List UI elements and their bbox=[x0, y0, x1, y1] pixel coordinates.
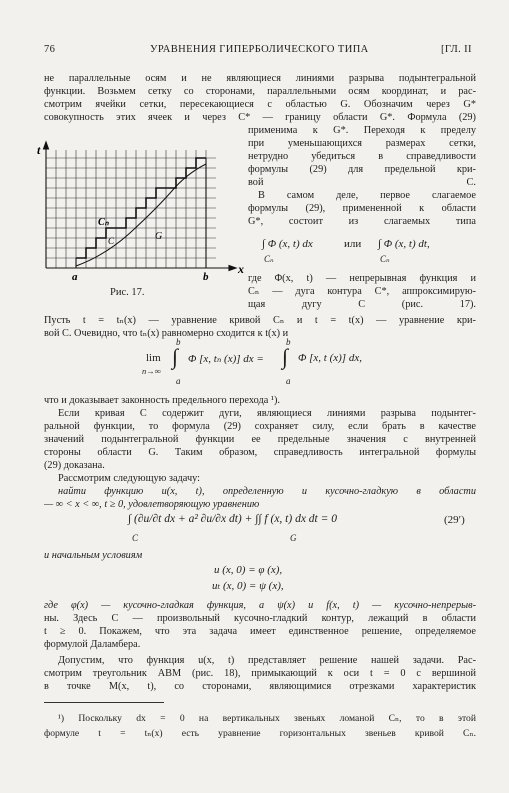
text-line: где Φ(x, t) — непрерывная функция и bbox=[248, 273, 476, 284]
text-line: не параллельные осям и не являющиеся линиями разрыва подынтегральной bbox=[44, 73, 476, 84]
text-line: щая дугу C (рис. 17). bbox=[248, 299, 476, 310]
limit-body-right: Φ [x, t (x)] dx, bbox=[298, 352, 362, 364]
limit-lim: lim bbox=[146, 352, 161, 364]
figure-17-grid-diagram bbox=[36, 140, 246, 285]
label-a: a bbox=[72, 271, 78, 283]
text-line: (29) доказана. bbox=[44, 460, 105, 471]
text-line: формулой Даламбера. bbox=[44, 639, 141, 650]
x-axis-arrow bbox=[229, 266, 236, 271]
t-axis-arrow bbox=[44, 142, 49, 149]
integral-dx: ∫ Φ (x, t) dx bbox=[262, 238, 313, 250]
text-line: смотрим ячейки сетки, пересекающиеся с областью G. Обозначим через G* bbox=[44, 99, 476, 110]
text-line: вой C. bbox=[248, 177, 476, 188]
limit-upper-b2: b bbox=[286, 337, 291, 347]
running-title: УРАВНЕНИЯ ГИПЕРБОЛИЧЕСКОГО ТИПА bbox=[150, 44, 369, 55]
word-or: или bbox=[344, 238, 362, 250]
label-c: C bbox=[108, 236, 115, 246]
text-line: ны. Здесь C — произвольный кусочно-гладкий контур, лежащий в области bbox=[44, 613, 476, 624]
text-line: где φ(x) — кусочно-гладкая функция, а ψ(x) и f(x, t) — кусочно-непрерыв- bbox=[44, 600, 476, 611]
integral-dt-sub: Cₙ bbox=[380, 254, 390, 264]
text-line: значений подынтегральной функции ее предельные значения с внутренней bbox=[44, 434, 476, 445]
text-line: Cₙ — дуга контура C*, аппроксимирую- bbox=[248, 286, 476, 297]
figure-caption: Рис. 17. bbox=[110, 287, 145, 298]
integral-sign: ∫ bbox=[282, 344, 289, 369]
text-line: формулы (29), примененной к области bbox=[248, 203, 476, 214]
limit-sub: n→∞ bbox=[142, 366, 161, 376]
label-b: b bbox=[203, 271, 209, 283]
integral-dt: ∫ Φ (x, t) dt, bbox=[378, 238, 430, 250]
integral-sign: ∫ bbox=[172, 344, 179, 369]
equation-number: (29′) bbox=[444, 514, 465, 526]
initial-condition-1: u (x, 0) = φ (x), bbox=[214, 564, 283, 576]
text-line: вой C. Очевидно, что tₙ(x) равномерно сходится к t(x) и bbox=[44, 328, 289, 339]
text-line: совокупность этих ячеек и через C* — границу области G*. Формула (29) bbox=[44, 112, 476, 123]
text-line: Рассмотрим следующую задачу: bbox=[58, 473, 200, 484]
text-line: и начальным условиям bbox=[44, 550, 143, 561]
text-line: смотрим треугольник ABM (рис. 18), примыкающий к оси t = 0 с вершиной bbox=[44, 668, 476, 679]
text-line: в точке M(x, t), со сторонами, являющимися отрезками характеристик bbox=[44, 681, 476, 692]
text-line: найти функцию u(x, t), определенную и кусочно-гладкую в области bbox=[58, 486, 476, 497]
text-line: при уменьшающихся размерах сетки, bbox=[248, 138, 476, 149]
chapter-mark: [ГЛ. II bbox=[441, 44, 472, 55]
text-line: ральной функции, то формула (29) сохраняет силу, если брать в качестве bbox=[44, 421, 476, 432]
label-g: G bbox=[155, 231, 163, 242]
limit-body-left: Φ [x, tₙ (x)] dx = bbox=[188, 353, 264, 365]
integral-dx-sub: Cₙ bbox=[264, 254, 274, 264]
page-number: 76 bbox=[44, 44, 56, 55]
text-line: В самом деле, первое слагаемое bbox=[258, 190, 476, 201]
axis-label-x: x bbox=[238, 262, 244, 276]
text-line: функции. Возьмем сетку со сторонами, параллельными осям координат, и рас- bbox=[44, 86, 476, 97]
text-line: — ∞ < x < ∞, t ≥ 0, удовлетворяющую уравнению bbox=[44, 499, 260, 510]
text-line: G*, состоит из слагаемых типа bbox=[248, 216, 476, 227]
text-line: Пусть t = tₙ(x) — уравнение кривой Cₙ и t = t(x) — уравнение кри- bbox=[44, 315, 476, 326]
footnote-line: ¹) Поскольку dx = 0 на вертикальных звеньях ломаной Cₙ, то в этой bbox=[58, 713, 476, 724]
text-line: что и доказывает законность предельного перехода ¹). bbox=[44, 395, 280, 406]
label-cn: Cₙ bbox=[98, 217, 109, 228]
text-line: нетрудно убедиться в справедливости bbox=[248, 151, 476, 162]
limit-lower-a2: a bbox=[286, 376, 291, 386]
limit-lower-a: a bbox=[176, 376, 181, 386]
footnote-line: формуле t = tₙ(x) есть уравнение горизонтальных звеньев кривой Cₙ. bbox=[44, 728, 476, 739]
footnote-rule bbox=[44, 702, 164, 703]
main-equation-sub-g: G bbox=[290, 533, 297, 543]
text-line: t ≥ 0. Покажем, что эта задача имеет единственное решение, определяемое bbox=[44, 626, 476, 637]
curve-c bbox=[76, 164, 206, 266]
text-line: применима к G*. Переходя к пределу bbox=[248, 125, 476, 136]
axis-label-t: t bbox=[37, 143, 41, 157]
text-line: формулы (29) для предельной кри- bbox=[248, 164, 476, 175]
text-line: стороны области G. Таким образом, справедливость интегральной формулы bbox=[44, 447, 476, 458]
main-equation-sub-c: C bbox=[132, 533, 139, 543]
initial-condition-2: uₜ (x, 0) = ψ (x), bbox=[212, 580, 284, 592]
main-equation: ∫ (∂u/∂t dx + a² ∂u/∂x dt) + ∫∫ f (x, t) dx dt = 0 bbox=[128, 513, 338, 525]
text-line: Если кривая C содержит дуги, являющиеся линиями разрыва подынтег- bbox=[58, 408, 476, 419]
limit-upper-b: b bbox=[176, 337, 181, 347]
text-line: Допустим, что функция u(x, t) представляет решение нашей задачи. Рас- bbox=[58, 655, 476, 666]
